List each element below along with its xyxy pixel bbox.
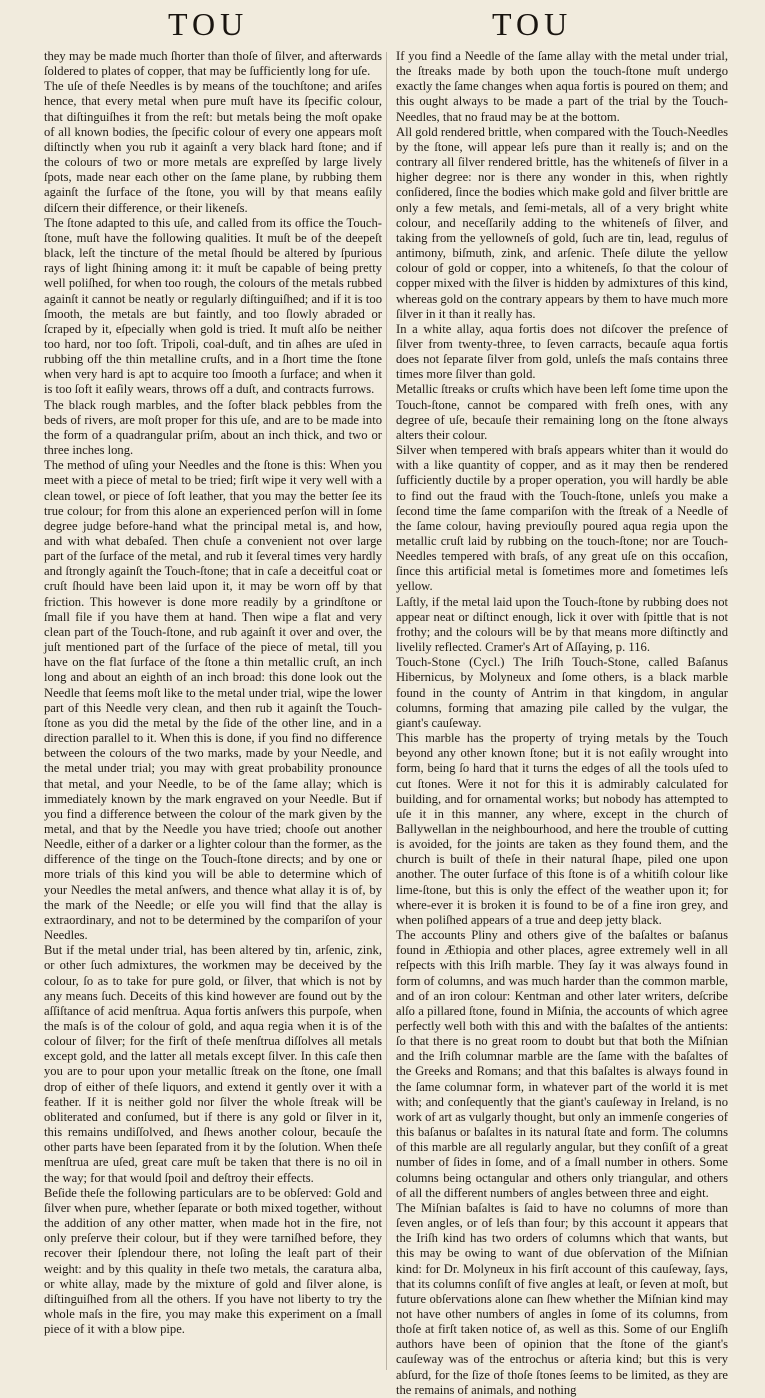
running-head-right: TOU xyxy=(492,6,573,42)
paragraph: The uſe of theſe Needles is by means of the touchſtone; and ariſes hence, that every metal when pure muſt have its ſpecific colour, that diſtinguiſhes it from the reſt: but metals being the moſt opake of all known bodies, the ſpecific colour of every one appears moſt diſtinctly when you rub it againſt a very black hard ſtone; and if the colours of two or more metals are expreſſed by large lively ſpots, made near each other on the ſame plane, by rubbing them againſt the ſurface of the ſtone, you will by that means eaſily diſcern their difference, or their likeneſs. xyxy=(44,79,382,215)
right-column xyxy=(396,49,728,1397)
paragraph: The method of uſing your Needles and the ſtone is this: When you meet with a piece of metal to be tried; firſt wipe it very well with a clean towel, or piece of ſoft leather, that you may the better ſee its true colour; for from this alone an experienced perſon will in ſome degree judge before-hand what the principal metal is, and how, and with what debaſed. Then chuſe a convenient not over large part of the ſurface of the metal, and rub it ſeveral times very hardly and ſtrongly againſt the Touch-ſtone; that in caſe a deceitful coat or cruſt ſhould have been laid upon it, it may be worn off by that friction. This however is done more readily by a grindſtone or ſmall file if you have them at hand. Then wipe a flat and very clean part of the Touch-ſtone, and rub againſt it over and over, the juſt mentioned part of the ſurface of the piece of metal, till you have on the flat ſurface of the ſtone a thin metallic cruſt, an inch long and about an eighth of an inch broad: this done look out the Needle that ſeems moſt like to the metal under trial, wipe the lower part of this Needle very clean, and then rub it againſt the Touch-ſtone as you did the metal by the ſide of the other line, and in a direction parallel to it. When this is done, if you find no difference between the colours of the two marks, made by your Needle, and the metal under trial; you may with great probability pronounce that metal, and your Needle, to be of the ſame allay; which is immediately known by the mark engraved on your Needle. But if you find a difference between the colour of the mark given by the metal, and that by the Needle you have tried; chooſe out another Needle, either of a darker or a lighter colour than the former, as the difference of the tinge on the Touch-ſtone directs; and by one or more trials of this kind you will be able to determine which of your Needles the metal anſwers, and thence what allay it is of, by the mark of the Needle; or elſe you will find that the allay is extraordinary, and not to be determined by the compariſon of your Needles. xyxy=(44,458,382,943)
left-column xyxy=(44,49,382,1379)
running-head-left: TOU xyxy=(168,6,249,42)
paragraph: Metallic ſtreaks or cruſts which have been left ſome time upon the Touch-ſtone, cannot be compared with freſh ones, with any degree of uſe, becauſe their remaining long on the ſtone always alters their colour. xyxy=(396,382,728,442)
paragraph: they may be made much ſhorter than thoſe of ſilver, and afterwards ſoldered to plates of copper, that may be ſufficiently long for uſe. xyxy=(44,49,382,79)
paragraph: The accounts Pliny and others give of the baſaltes or baſanus found in Æthiopia and other places, agree extremely well in all reſpects with this Iriſh marble. They ſay it was always found in form of columns, and was much harder than the common marble, and of an iron colour: Kentman and other later writers, deſcribe alſo a pillared ſtone, found in Miſnia, the accounts of which agree perfectly well both with this and with the baſaltes of the antients: ſo that there is no great room to doubt but that both the Miſnian and the Iriſh columnar marble are the ſame with the baſaltes of the Greeks and Romans; and that this baſaltes is always found in the ſame columnar form, in whatever part of the world it is met with; and conſequently that the giant's cauſeway in Ireland, is no work of art as vulgarly thought, but only an immenſe congeries of this baſanus or baſaltes in its natural ſtate and form. The columns of this marble are all regularly angular, but they conſiſt of a great number of ſides in ſome, and of a ſmall number in others. Some columns being octangular and others only triangular, and others of all the different numbers of angles between three and eight. xyxy=(396,928,728,1200)
paragraph: All gold rendered brittle, when compared with the Touch-Needles by the ſtone, will appear leſs pure than it really is; and on the contrary all ſilver rendered brittle, has the whiteneſs of ſilver in a higher degree: nor is there any wonder in this, when rightly conſidered, ſince the bodies which make gold and ſilver brittle are only a few metals, and ſemi-metals, all of a very bright white colour, and neceſſarily adding to the whiteneſs of ſilver, and taking from the yellowneſs of gold, ſuch are tin, lead, regulus of antimony, biſmuth, zink, and arſenic. Theſe dilute the yellow colour of gold or copper, into a whiteneſs, ſo that the colour of copper mixed with the ſilver is hidden by admixtures of this kind, whereas gold on the contrary appears by them to have much more ſilver in it than it really has. xyxy=(396,124,728,321)
paragraph: Touch-Stone (Cycl.) The Iriſh Touch-Stone, called Baſanus Hibernicus, by Molyneux and ſome others, is a black marble found in the county of Antrim in that kingdom, in angular columns, forming that amazing pile called by the vulgar, the giant's cauſeway. xyxy=(396,655,728,730)
paragraph: If you find a Needle of the ſame allay with the metal under trial, the ſtreaks made by both upon the touch-ſtone muſt undergo exactly the ſame changes when aqua fortis is poured on them; and this ought always to be made a part of the trial by the Touch-Needles, that no fraud may be at the bottom. xyxy=(396,49,728,124)
column-divider xyxy=(386,52,387,1370)
paragraph: Silver when tempered with braſs appears whiter than it would do with a like quantity of copper, and as it may then be rendered ſufficiently ductile by a proper operation, you will hardly be able to find out the fraud with the Touch-ſtone, unleſs you make a ſecond time the ſame compariſon with the ſtreak of a Needle of the ſame colour, having previouſly poured aqua regia upon the metallic cruſt laid by rubbing on the touch-ſtone; nor are Touch-Needles tempered with braſs, of any great uſe on this occaſion, ſince this artificial metal is ſometimes more and ſometimes leſs yellow. xyxy=(396,443,728,594)
paragraph: The black rough marbles, and the ſofter black pebbles from the beds of rivers, are moſt proper for this uſe, and are to be made into the form of a quadrangular priſm, about an inch thick, and two or three inches long. xyxy=(44,397,382,458)
paragraph: The ſtone adapted to this uſe, and called from its office the Touch-ſtone, muſt have the following qualities. It muſt be of the deepeſt black, leſt the tincture of the metal ſhould be altered by ſpurious rays of light ſhining among it: it muſt be capable of being pretty well poliſhed, for when too rough, the colours of the metals rubbed againſt it cannot be neatly or regularly diſtinguiſhed; and if it is too ſmooth, the metals are but faintly, and too ſlowly abraded or ſcraped by it, eſpecially when gold is tried. It muſt alſo be neither too hard, nor too ſoft. Tripoli, coal-duſt, and tin aſhes are uſed in rubbing off the thin metalline cruſts, and in a ſhort time the ſtone when very hard is apt to acquire too ſmooth a ſurface; and when it is too ſoft it eaſily wears, throws off a duſt, and contracts furrows. xyxy=(44,215,382,397)
paragraph: This marble has the property of trying metals by the Touch beyond any other known ſtone; but it is not eaſily wrought into form, being ſo hard that it turns the edges of all the tools uſed to cut ſtones. Were it not for this it is admirably calculated for building, and for ornamental works; but nobody has attempted to uſe it in this manner, any where, except in the church of Ballywellan in the neighbourhood, and here the trouble of cutting is avoided, for the joints are taken as they found them, and the church is built of theſe in their natural ſhape, piled one upon another. The outer ſurface of this ſtone is of a whitiſh colour like lime-ſtone, but this is only the effect of the weather upon it; for where-ever it is broken it is found to be of a fine iron grey, and when poliſhed appears of a true and deep jetty black. xyxy=(396,731,728,927)
paragraph: But if the metal under trial, has been altered by tin, arſenic, zink, or other ſuch admixtures, the workmen may be deceived by the colour, ſo as to take for pure gold, or ſilver, that which is not by any means ſuch. Deceits of this kind however are found out by the aſſiſtance of acid menſtrua. Aqua fortis anſwers this purpoſe, when the maſs is of the colour of gold, and aqua regia when it is of the colour of ſilver; for the firſt of theſe menſtrua diſſolves all metals except gold, and the latter all metals except ſilver. In this caſe then you are to pour upon your metallic ſtreak on the ſtone, one ſmall drop of either of theſe liquors, and extend it gently over it with a feather. If it is neither gold nor ſilver the whole ſtreak will be obliterated and conſumed, but if there is any gold or ſilver in it, this remains undiſſolved, and ſhews another colour, becauſe the other parts have been ſeparated from it by the ſolution. When theſe menſtrua are uſed, great care muſt be taken that there is no oil in the way; for that would ſpoil and deſtroy their effects. xyxy=(44,943,382,1185)
paragraph: In a white allay, aqua fortis does not diſcover the preſence of ſilver from twenty-three, to ſeven carracts, becauſe aqua fortis does not ſeparate ſilver from gold, unleſs the maſs contains three times more ſilver than gold. xyxy=(396,321,728,382)
paragraph: The Miſnian baſaltes is ſaid to have no columns of more than ſeven angles, or of leſs than four; by this account it appears that the Iriſh kind has two orders of columns which that wants, but this may be owing to want of due obſervation of the Miſnian kind: for Dr. Molyneux in his firſt account of this cauſeway, ſays, that its columns conſiſt of five angles at leaſt, or ſeven at moſt, but future obſervations alone can ſhew whether the Miſnian kind may not have other numbers of angles in ſome of its columns, from thoſe at firſt taken notice of, as well as this. Some of our Engliſh authors have been of opinion that the ſtone of the giant's cauſeway was of the entrochus or aſteria kind; but this is very abſurd, for the ſize of thoſe ſtones ſeems to be limited, as they are the remains of animals, and nothing xyxy=(396,1200,728,1397)
paragraph: Beſide theſe the following particulars are to be obſerved: Gold and ſilver when pure, whether ſeparate or both mixed together, without the addition of any other matter, when made hot in the fire, not only preſerve their colour, but if they were tarniſhed before, they recover their ſplendour there, not loſing the leaſt part of their weight: and by this quality in theſe two metals, the caratura alba, or white allay, made by the mixture of gold and ſilver alone, is diſtinguiſhed from all the others. If you have not liberty to try the whole maſs in the fire, you may make this experiment on a ſmall piece of it with a blow pipe. xyxy=(44,1185,382,1337)
paragraph: Laſtly, if the metal laid upon the Touch-ſtone by rubbing does not appear neat or diſtinct enough, lick it over with ſpittle that is not frothy; and the colours will be by that means more diſtinctly and livelily reflected. Cramer's Art of Aſſaying, p. 116. xyxy=(396,594,728,655)
